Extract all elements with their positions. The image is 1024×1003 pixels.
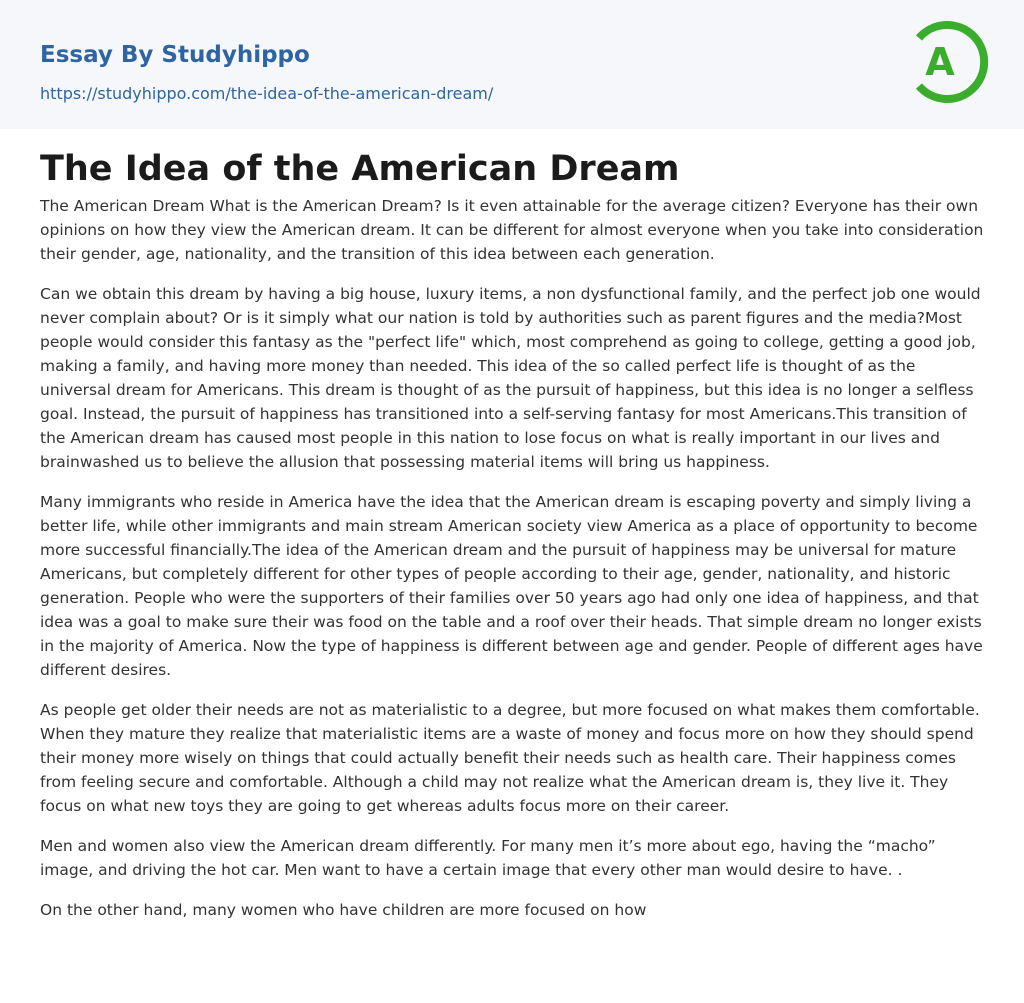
brand-title: Essay By Studyhippo bbox=[40, 42, 310, 68]
essay-paragraph: Many immigrants who reside in America have the idea that the American dream is escaping poverty and simply living a better life, while other immigrants and main stream American society view America as a place of opportunity to become more successful financially.The idea of the American dream and the pursuit of happiness may be universal for mature Americans, but completely different for other types of people according to their age, gender, nationality, and historic generation. People who were the supporters of their families over 50 years ago had only one idea of happiness, and that idea was a goal to make sure their was food on the table and a roof over their heads. That simple dream no longer exists in the majority of America. Now the type of happiness is different between age and gender. People of different ages have different desires. bbox=[40, 493, 983, 679]
essay-paragraph: The American Dream What is the American Dream? Is it even attainable for the average citizen? Everyone has their own opinions on how they view the American dream. It can be different for almost everyone when you take into consideration their gender, age, nationality, and the transition of this idea between each generation. bbox=[40, 197, 984, 263]
essay-title: The Idea of the American Dream bbox=[40, 149, 680, 189]
essay-paragraph: Can we obtain this dream by having a big house, luxury items, a non dysfunctional family, and the perfect job one would never complain about? Or is it simply what our nation is told by authorities such as parent figures and the media?Most people would consider this fantasy as the "perfect life" which, most comprehend as going to college, getting a good job, making a family, and having more money than needed. This idea of the so called perfect life is thought of as the universal dream for Americans. This dream is thought of as the pursuit of happiness, but this idea is no longer a selfless goal. Instead, the pursuit of happiness has transitioned into a self-serving fantasy for most Americans.This transition of the American dream has caused most people in this nation to lose focus on what is really important in our lives and brainwashed us to believe the allusion that possessing material items will bring us happiness. bbox=[40, 285, 981, 471]
essay-paragraph: Men and women also view the American dream differently. For many men it’s more about ego, having the “macho” image, and driving the hot car. Men want to have a certain image that every other man would desire to have. . bbox=[40, 837, 936, 879]
essay-paragraph: As people get older their needs are not as materialistic to a degree, but more focused on what makes them comfortable. When they mature they realize that materialistic items are a waste of money and focus more on how they should spend their money more wisely on things that could actually benefit their needs such as health care. Their happiness comes from feeling secure and comfortable. Although a child may not realize what the American dream is, they live it. They focus on what new toys they are going to get whereas adults focus more on their career. bbox=[40, 701, 980, 815]
essay-paragraph: On the other hand, many women who have children are more focused on how bbox=[40, 901, 647, 919]
source-url-link[interactable]: https://studyhippo.com/the-idea-of-the-american-dream/ bbox=[40, 84, 494, 103]
studyhippo-logo-icon bbox=[902, 18, 990, 106]
essay-body bbox=[40, 194, 984, 938]
logo-letter: A bbox=[925, 40, 955, 84]
